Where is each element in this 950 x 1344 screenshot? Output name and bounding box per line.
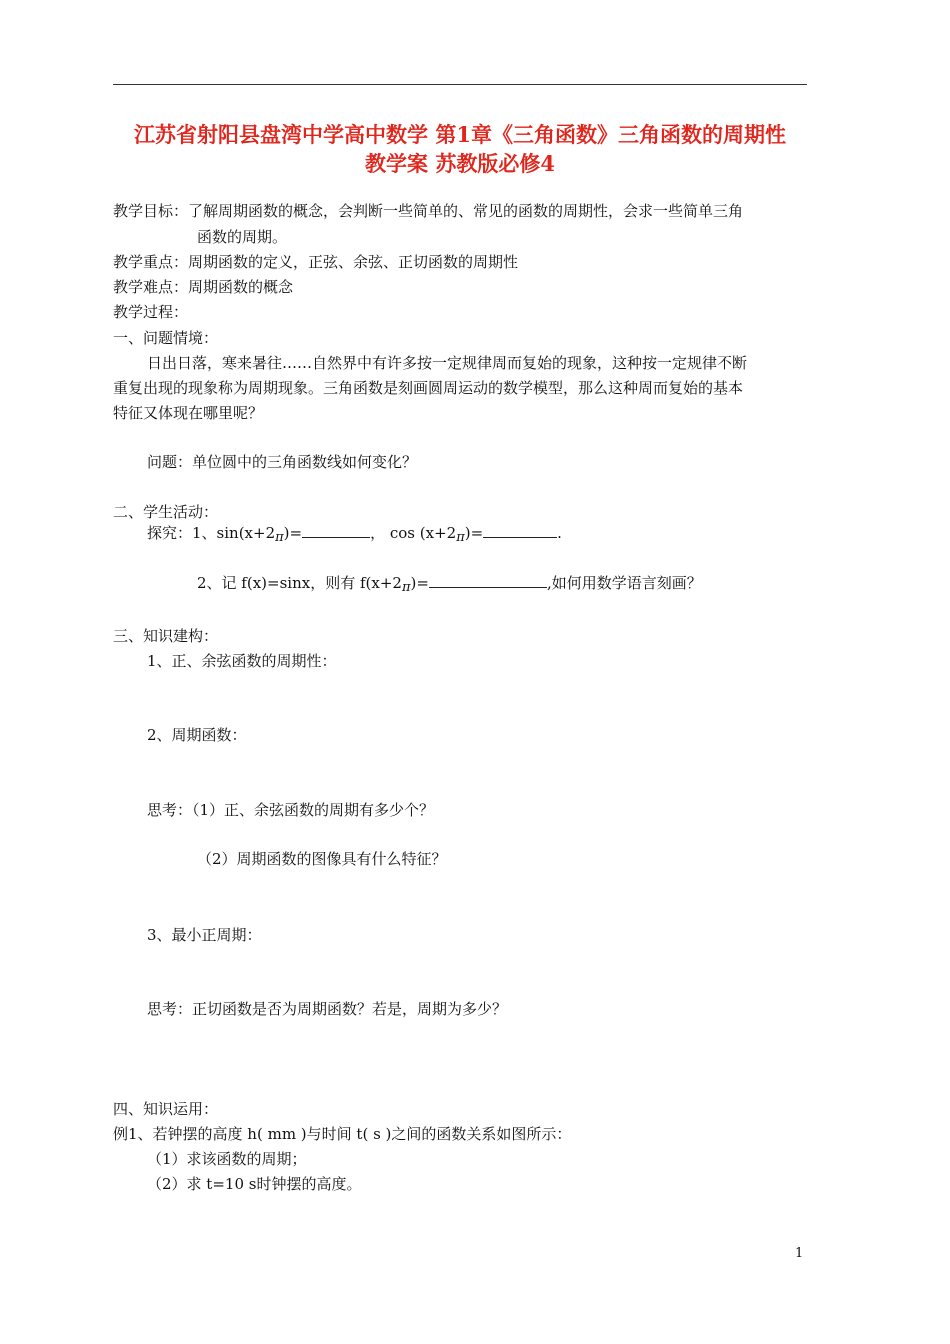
explore-cos-prefix: ， cos (x+2 <box>370 524 457 542</box>
explore-sin-prefix: 探究：1、sin(x+2 <box>147 524 276 542</box>
think-question-2: （2）周期函数的图像具有什么特征？ <box>197 850 447 868</box>
goal-text: 了解周期函数的概念，会判断一些简单的、常见的函数的周期性，会求一些简单三角 <box>188 202 744 220</box>
example-1-question-1: （1）求该函数的周期； <box>147 1150 307 1168</box>
goal-label: 教学目标： <box>113 202 189 220</box>
blank-line <box>302 523 370 538</box>
pi-symbol: π <box>275 530 284 545</box>
section-1-paragraph-line3: 特征又体现在哪里呢？ <box>113 404 264 422</box>
teaching-process-label: 教学过程： <box>113 303 189 321</box>
blank-line <box>483 523 557 538</box>
item2-suffix: ,如何用数学语言刻画？ <box>546 574 702 592</box>
key-label: 教学重点： <box>113 253 189 271</box>
teaching-key-points <box>113 252 518 272</box>
knowledge-item-2: 2、周期函数： <box>147 726 247 744</box>
difficulty-text: 周期函数的概念 <box>188 278 294 296</box>
item2-prefix: 2、记 f(x)=sinx，则有 f(x+2 <box>197 574 402 592</box>
item2-equals: )= <box>410 574 429 592</box>
explore-item-1 <box>147 523 562 545</box>
teaching-goal <box>113 201 743 221</box>
teaching-difficulty <box>113 277 293 297</box>
section-1-paragraph-line1: 日出日落，寒来暑往……自然界中有许多按一定规律周而复始的现象，这种按一定规律不断 <box>147 354 748 372</box>
think-question-1: 思考：（1）正、余弦函数的周期有多少个？ <box>147 801 435 819</box>
think-question-3: 思考：正切函数是否为周期函数？若是，周期为多少？ <box>147 1000 508 1018</box>
section-2-heading: 二、学生活动： <box>113 503 219 521</box>
pi-symbol: π <box>456 530 465 545</box>
section-1-question: 问题：单位圆中的三角函数线如何变化？ <box>147 453 418 471</box>
knowledge-item-1: 1、正、余弦函数的周期性： <box>147 652 337 670</box>
knowledge-item-3: 3、最小正周期： <box>147 926 262 944</box>
explore-sin-equals: )= <box>283 524 303 542</box>
explore-cos-equals: )= <box>464 524 484 542</box>
explore-period: . <box>557 524 562 542</box>
key-text: 周期函数的定义，正弦、余弦、正切函数的周期性 <box>188 253 519 271</box>
goal-text-continued: 函数的周期。 <box>197 228 288 246</box>
section-1-heading: 一、问题情境： <box>113 329 219 347</box>
example-1: 例1、若钟摆的高度 h( mm )与时间 t( s )之间的函数关系如图所示： <box>113 1125 572 1143</box>
blank-line <box>429 573 547 588</box>
header-rule <box>113 84 807 85</box>
section-3-heading: 三、知识建构： <box>113 627 219 645</box>
section-4-heading: 四、知识运用： <box>113 1100 219 1118</box>
explore-item-2 <box>197 573 702 595</box>
section-1-paragraph-line2: 重复出现的现象称为周期现象。三角函数是刻画圆周运动的数学模型，那么这种周而复始的基本 <box>113 379 744 397</box>
document-title-line2: 教学案 苏教版必修4 <box>365 151 555 176</box>
document-title-line1: 江苏省射阳县盘湾中学高中数学 第1章《三角函数》三角函数的周期性 <box>134 122 786 147</box>
page-number: 1 <box>795 1246 804 1261</box>
difficulty-label: 教学难点： <box>113 278 189 296</box>
example-1-question-2: （2）求 t=10 s时钟摆的高度。 <box>147 1175 362 1193</box>
pi-symbol: π <box>401 580 411 595</box>
